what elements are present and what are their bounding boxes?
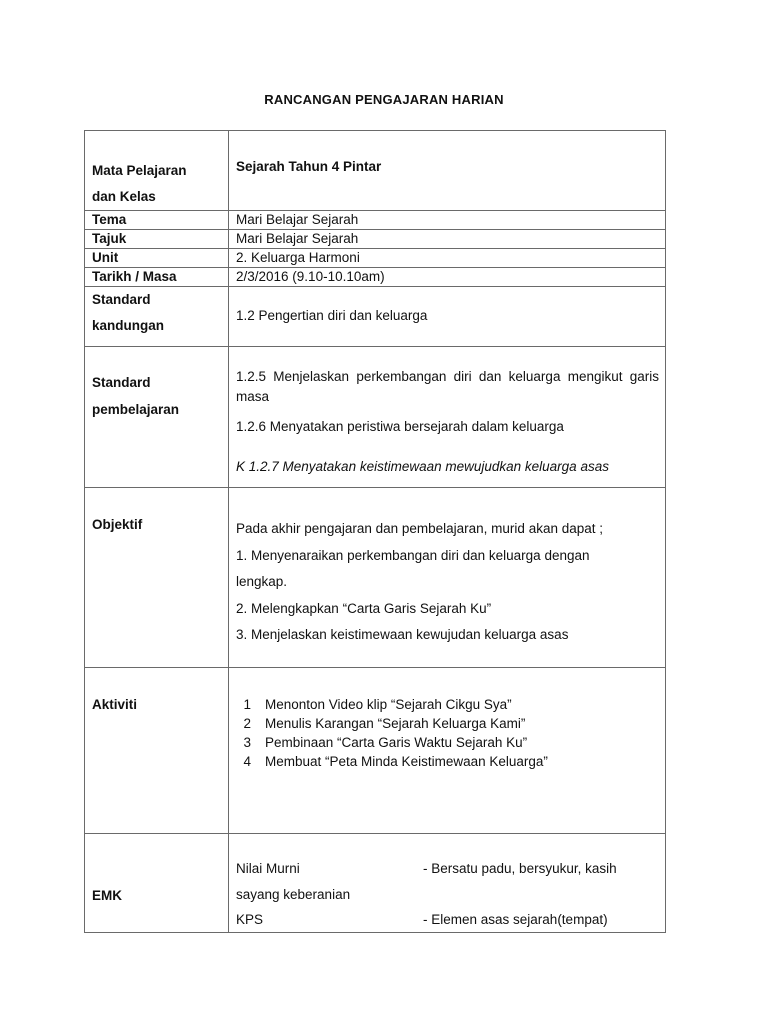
objektif-item-1: 1. Menyenaraikan perkembangan diri dan keluarga dengan bbox=[236, 547, 590, 563]
objektif-item-1-cont: lengkap. bbox=[236, 574, 288, 589]
label-unit: Unit bbox=[92, 250, 119, 265]
objektif-intro: Pada akhir pengajaran dan pembelajaran, murid akan dapat ; bbox=[236, 521, 603, 536]
lesson-plan-table bbox=[84, 130, 666, 933]
aktiviti-num: 1 bbox=[243, 697, 251, 712]
sp-item-2: 1.2.6 Menyatakan peristiwa bersejarah dalam keluarga bbox=[236, 419, 564, 434]
label-standard-pembelajaran-line1: Standard bbox=[92, 375, 151, 390]
emk-kps-value: - Elemen asas sejarah(tempat) bbox=[423, 912, 608, 927]
row-aktiviti bbox=[85, 668, 666, 834]
aktiviti-text: Menonton Video klip “Sejarah Cikgu Sya” bbox=[265, 697, 512, 712]
objektif-item-2: 2. Melengkapkan “Carta Garis Sejarah Ku” bbox=[236, 600, 492, 616]
aktiviti-text: Membuat “Peta Minda Keistimewaan Keluarga” bbox=[265, 754, 548, 769]
value-tajuk: Mari Belajar Sejarah bbox=[236, 231, 359, 246]
value-tema: Mari Belajar Sejarah bbox=[236, 212, 359, 227]
label-tema: Tema bbox=[92, 212, 127, 227]
aktiviti-item bbox=[229, 695, 665, 714]
value-unit: 2. Keluarga Harmoni bbox=[236, 250, 360, 265]
row-unit bbox=[85, 249, 666, 268]
document-title: RANCANGAN PENGAJARAN HARIAN bbox=[264, 92, 504, 107]
aktiviti-item bbox=[229, 752, 665, 771]
row-tema bbox=[85, 211, 666, 230]
sp-item-3: K 1.2.7 Menyatakan keistimewaan mewujudkan keluarga asas bbox=[236, 459, 609, 474]
row-standard-pembelajaran bbox=[85, 347, 666, 488]
row-mata-pelajaran bbox=[85, 131, 666, 211]
label-standard-pembelajaran bbox=[85, 347, 229, 488]
label-tajuk: Tajuk bbox=[92, 231, 127, 246]
aktiviti-list bbox=[229, 695, 665, 771]
objektif-item-3: 3. Menjelaskan keistimewaan kewujudan keluarga asas bbox=[236, 627, 569, 642]
label-mata-pelajaran-line1: Mata Pelajaran bbox=[92, 163, 187, 178]
label-standard-kandungan-line2: kandungan bbox=[92, 318, 165, 333]
aktiviti-text: Menulis Karangan “Sejarah Keluarga Kami” bbox=[265, 716, 526, 731]
value-tarikh: 2/3/2016 (9.10-10.10am) bbox=[236, 269, 385, 284]
aktiviti-num: 4 bbox=[243, 754, 251, 769]
row-tajuk bbox=[85, 230, 666, 249]
label-mata-pelajaran bbox=[85, 131, 229, 211]
row-standard-kandungan bbox=[85, 287, 666, 347]
label-standard-kandungan-line1: Standard bbox=[92, 292, 151, 307]
label-emk: EMK bbox=[92, 888, 122, 903]
aktiviti-text: Pembinaan “Carta Garis Waktu Sejarah Ku” bbox=[265, 735, 528, 750]
sp-item-1: 1.2.5 Menjelaskan perkembangan diri dan keluarga mengikut garis masa bbox=[236, 369, 659, 404]
label-mata-pelajaran-line2: dan Kelas bbox=[92, 189, 156, 204]
emk-kps-label: KPS bbox=[236, 912, 264, 927]
emk-nilai-murni-label: Nilai Murni bbox=[236, 861, 300, 876]
subject-class-text: Sejarah Tahun 4 Pintar bbox=[236, 159, 382, 174]
value-mata-pelajaran bbox=[229, 131, 666, 211]
emk-nilai-murni-row bbox=[236, 860, 659, 878]
label-standard-kandungan bbox=[85, 287, 229, 347]
aktiviti-num: 3 bbox=[243, 735, 251, 750]
row-objektif bbox=[85, 488, 666, 668]
label-standard-pembelajaran-line2: pembelajaran bbox=[92, 402, 180, 417]
label-objektif: Objektif bbox=[92, 517, 143, 532]
value-standard-kandungan: 1.2 Pengertian diri dan keluarga bbox=[236, 308, 428, 323]
row-tarikh bbox=[85, 268, 666, 287]
aktiviti-item bbox=[229, 714, 665, 733]
label-aktiviti: Aktiviti bbox=[92, 697, 138, 712]
emk-nilai-murni-cont: sayang keberanian bbox=[236, 887, 351, 902]
label-tarikh: Tarikh / Masa bbox=[92, 269, 177, 284]
emk-kps-row bbox=[236, 911, 659, 929]
aktiviti-num: 2 bbox=[243, 716, 251, 731]
aktiviti-item bbox=[229, 733, 665, 752]
emk-nilai-murni-value: - Bersatu padu, bersyukur, kasih bbox=[423, 861, 617, 876]
row-emk bbox=[85, 834, 666, 933]
